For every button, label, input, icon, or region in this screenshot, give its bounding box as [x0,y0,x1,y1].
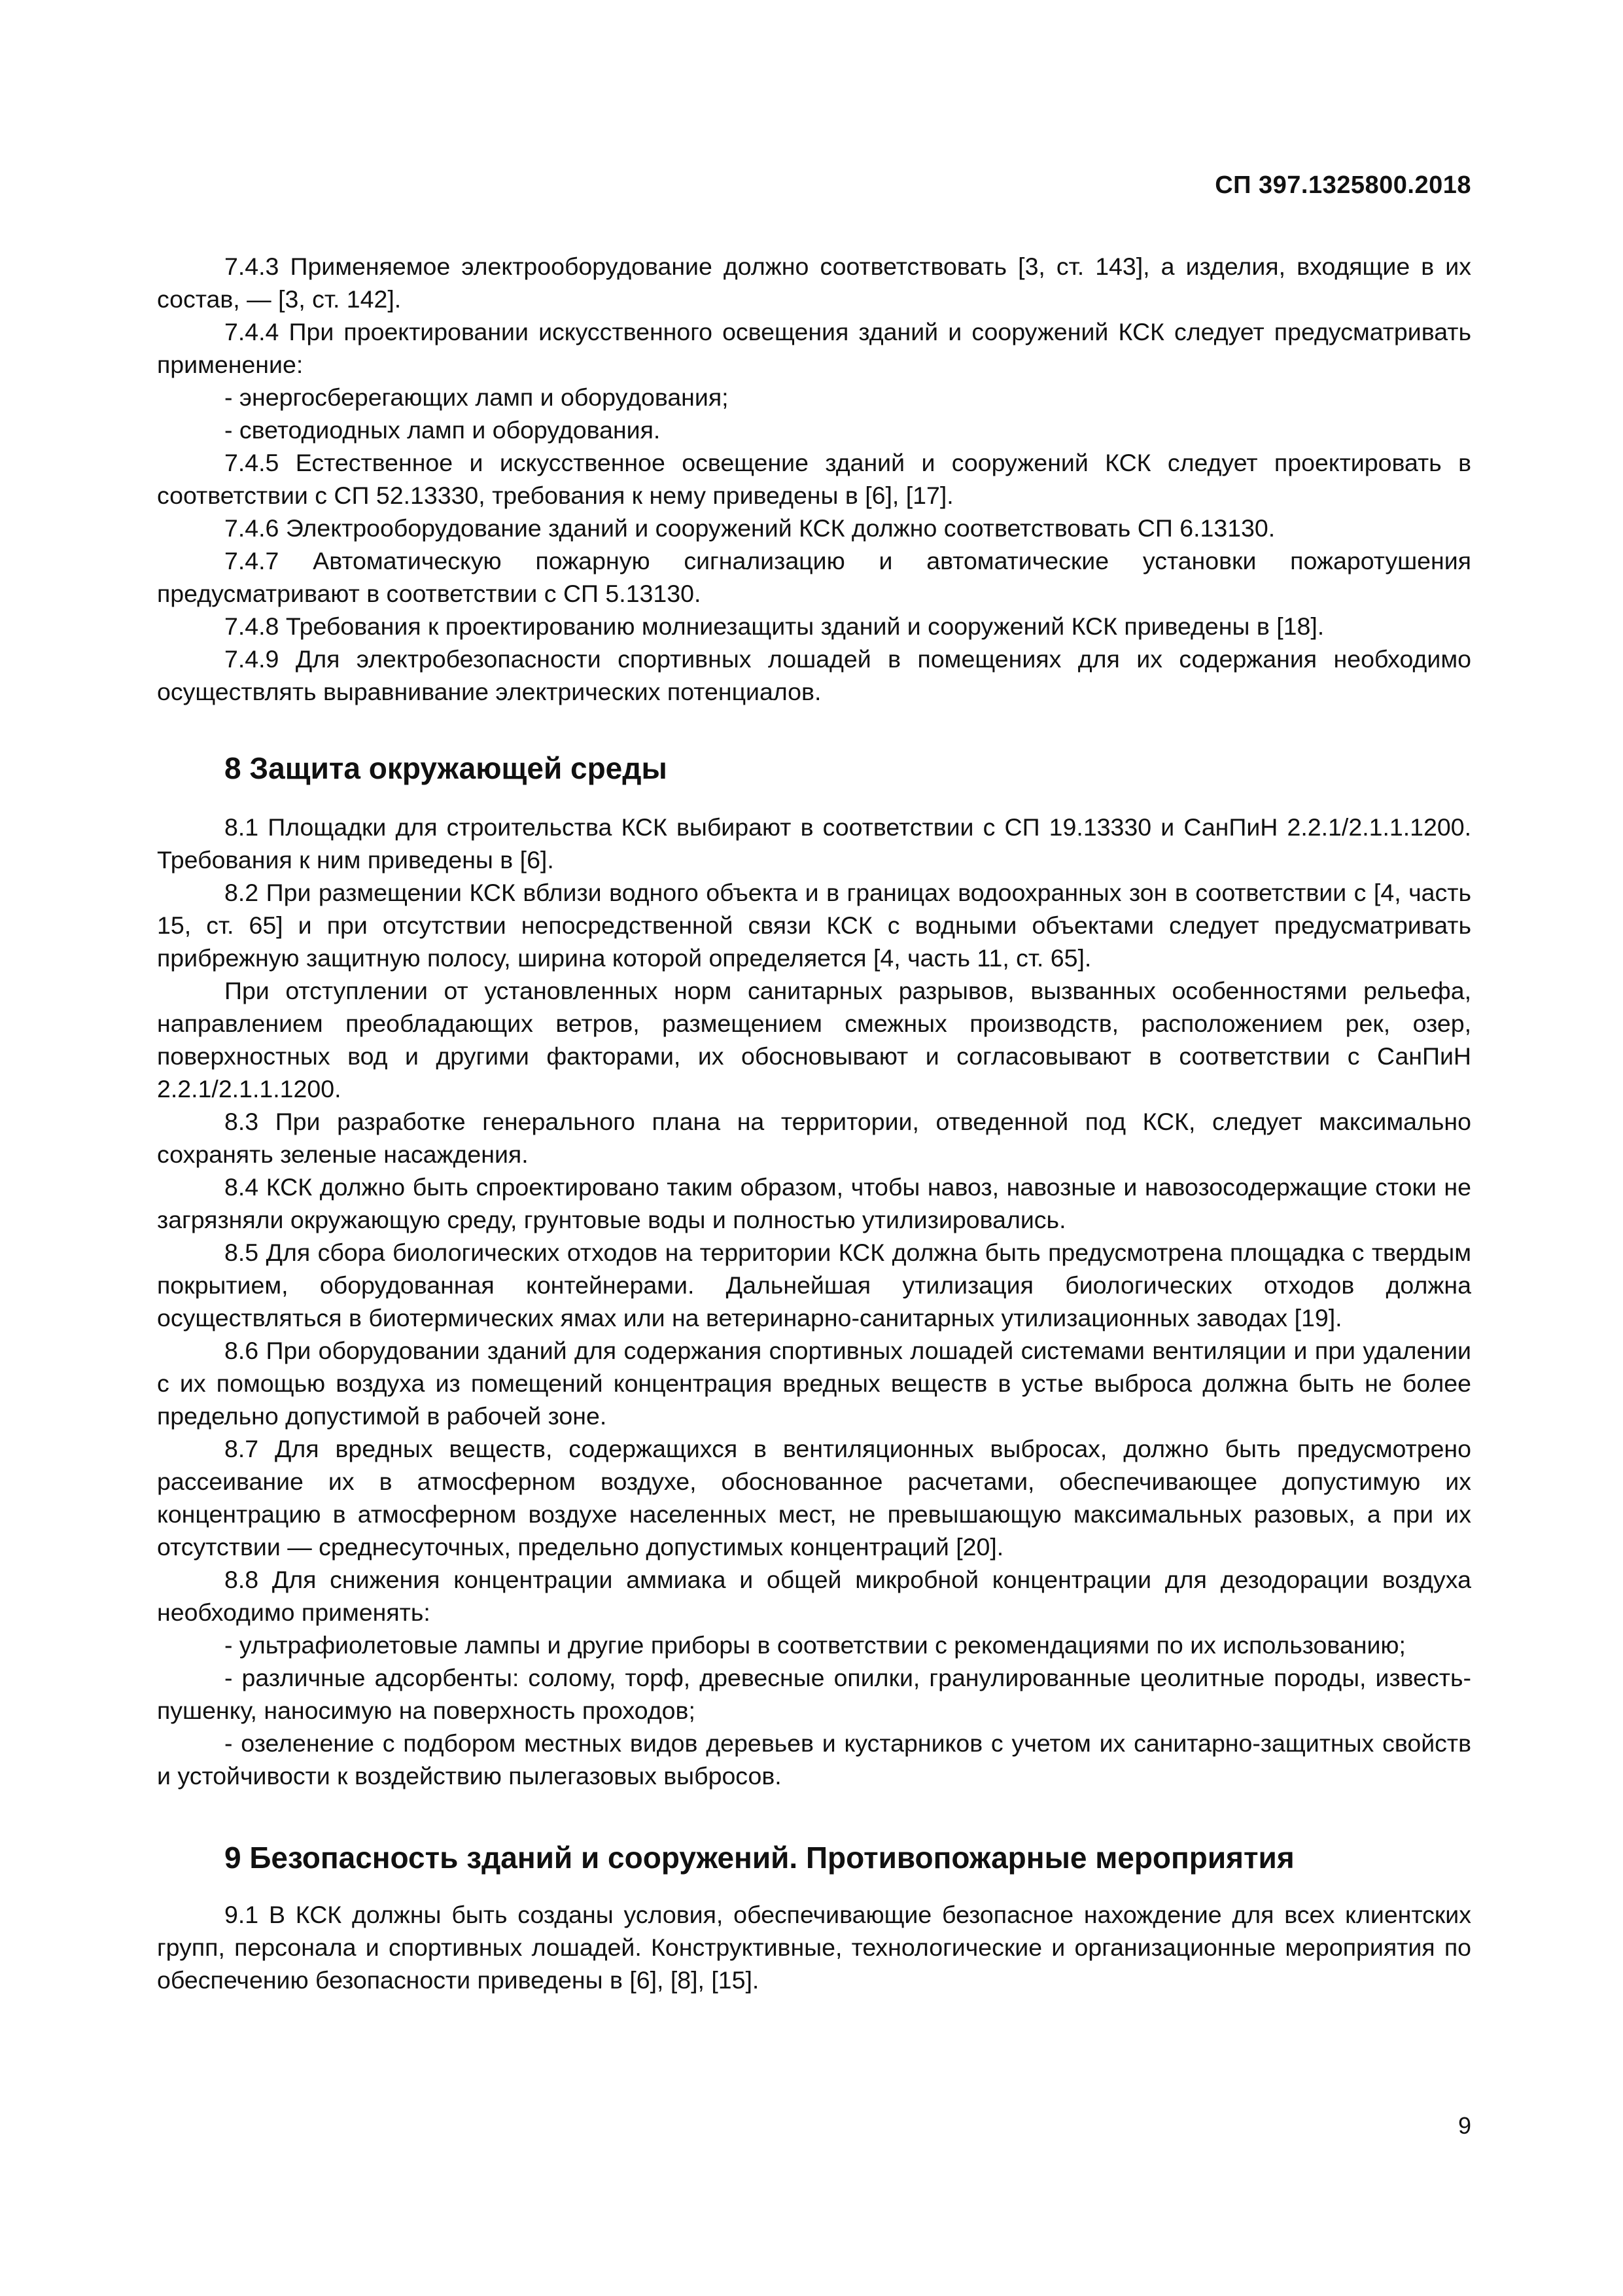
paragraph-8-7: 8.7 Для вредных веществ, содержащихся в вентиляционных выбросах, должно быть предусмотрено рассеивание их в атмосферном воздухе, обоснованное расчетами, обеспечивающее допустимую их концентрацию в атмосферном воздухе населенных мест, не превышающую максимальных разовых, а при их отсутствии — среднесуточных, предельно допустимых концентраций [20]. [157,1435,1471,1561]
document-body [157,250,1471,1996]
paragraph-8-6: 8.6 При оборудовании зданий для содержания спортивных лошадей системами вентиляции и при удалении с их помощью воздуха из помещений концентрация вредных веществ в устье выброса должна быть не более предельно допустимой в рабочей зоне. [157,1337,1471,1430]
paragraph-9-1: 9.1 В КСК должны быть созданы условия, обеспечивающие безопасное нахождение для всех клиентских групп, персонала и спортивных лошадей. Конструктивные, технологические и организационные мероприятия по обеспечению безопасности приведены в [6], [8], [15]. [157,1901,1471,1994]
page-number: 9 [1457,2112,1471,2139]
paragraph-8-4: 8.4 КСК должно быть спроектировано таким образом, чтобы навоз, навозные и навозосодержащие стоки не загрязняли окружающую среду, грунтовые воды и полностью утилизировались. [157,1173,1471,1233]
paragraph-7-4-4: 7.4.4 При проектировании искусственного освещения зданий и сооружений КСК следует предусматривать применение: [157,318,1471,378]
paragraph-8-8: 8.8 Для снижения концентрации аммиака и общей микробной концентрации для дезодорации воздуха необходимо применять: [157,1566,1471,1626]
paragraph-8-5: 8.5 Для сбора биологических отходов на территории КСК должна быть предусмотрена площадка с твердым покрытием, оборудованная контейнерами. Дальнейшая утилизация биологических отходов должна осуществляться в биотермических ямах или на ветеринарно-санитарных утилизационных заводах [19]. [157,1239,1471,1332]
paragraph-8-1: 8.1 Площадки для строительства КСК выбирают в соответствии с СП 19.13330 и СанПиН 2.2.1/2.1.1.1200. Требования к ним приведены в [6]. [157,813,1471,874]
paragraph-7-4-3: 7.4.3 Применяемое электрооборудование должно соответствовать [3, ст. 143], а изделия, входящие в их состав, — [3, ст. 142]. [157,253,1471,313]
list-item: - озеленение с подбором местных видов деревьев и кустарников с учетом их санитарно-защитных свойств и устойчивости к воздействию пылегазовых выбросов. [157,1729,1471,1790]
paragraph-8-3: 8.3 При разработке генерального плана на территории, отведенной под КСК, следует максимально сохранять зеленые насаждения. [157,1108,1471,1168]
section-9-heading: 9 Безопасность зданий и сооружений. Противопожарные мероприятия [224,1841,1295,1875]
paragraph-7-4-7: 7.4.7 Автоматическую пожарную сигнализацию и автоматические установки пожаротушения предусматривают в соответствии с СП 5.13130. [157,547,1471,607]
paragraph-7-4-9: 7.4.9 Для электробезопасности спортивных лошадей в помещениях для их содержания необходимо осуществлять выравнивание электрических потенциалов. [157,645,1471,705]
paragraph-7-4-8: 7.4.8 Требования к проектированию молниезащиты зданий и сооружений КСК приведены в [18]. [224,612,1325,640]
document-code: СП 397.1325800.2018 [1215,171,1471,199]
paragraph-8-2: 8.2 При размещении КСК вблизи водного объекта и в границах водоохранных зон в соответствии с [4, часть 15, ст. 65] и при отсутствии непосредственной связи КСК с водными объектами следует предусматривать прибрежную защитную полосу, ширина которой определяется [4, часть 11, ст. 65]. [157,879,1471,972]
paragraph-7-4-6: 7.4.6 Электрооборудование зданий и сооружений КСК должно соответствовать СП 6.13130. [224,514,1276,542]
paragraph-7-4-5: 7.4.5 Естественное и искусственное освещение зданий и сооружений КСК следует проектировать в соответствии с СП 52.13330, требования к нему приведены в [6], [17]. [157,449,1471,509]
paragraph-8-2-continued: При отступлении от установленных норм санитарных разрывов, вызванных особенностями рельефа, направлением преобладающих ветров, размещением смежных производств, расположением рек, озер, поверхностных вод и другими факторами, их обосновывают и согласовывают в соответствии с СанПиН 2.2.1/2.1.1.1200. [157,977,1471,1103]
list-item: - различные адсорбенты: солому, торф, древесные опилки, гранулированные цеолитные породы, известь-пушенку, наносимую на поверхность проходов; [157,1664,1471,1724]
list-item: - ультрафиолетовые лампы и другие приборы в соответствии с рекомендациями по их использованию; [224,1631,1406,1659]
section-8-heading: 8 Защита окружающей среды [224,751,667,785]
list-item: - энергосберегающих ламп и оборудования; [224,383,729,411]
list-item: - светодиодных ламп и оборудования. [224,416,661,444]
